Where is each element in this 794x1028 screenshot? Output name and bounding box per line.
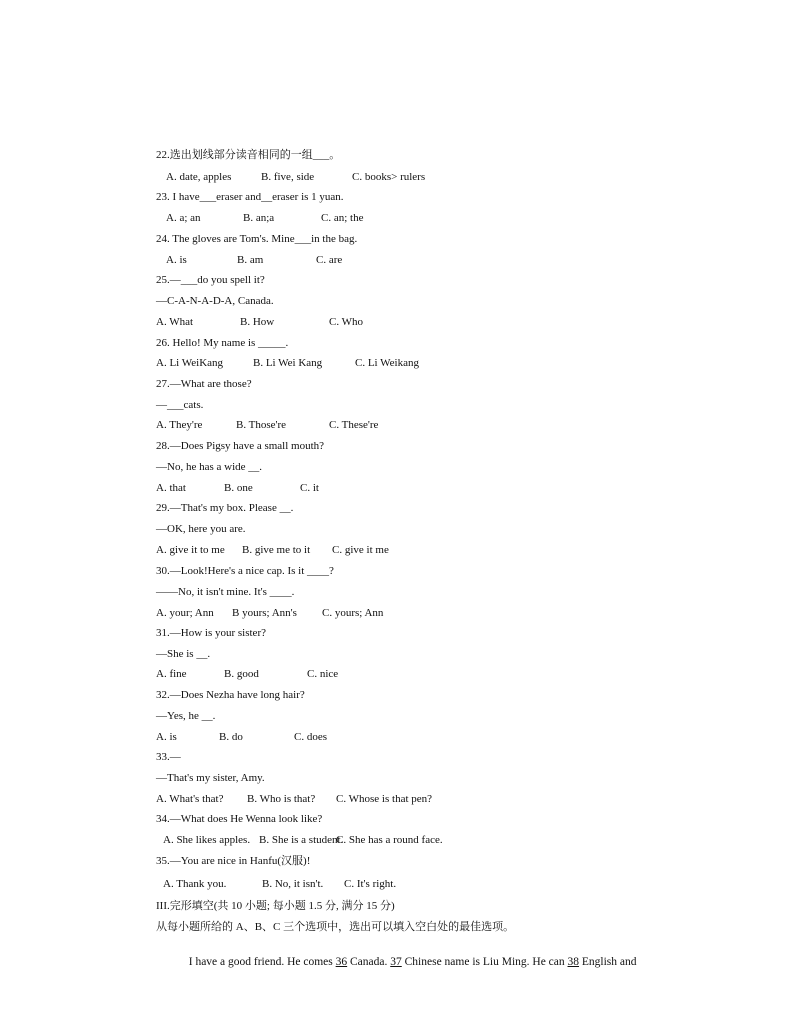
blank-36: 36 — [335, 956, 348, 968]
q23-prompt-line-1: 23. I have___eraser and__eraser is 1 yuan. — [156, 191, 344, 203]
q29-prompt-line-2: —OK, here you are. — [156, 523, 246, 535]
q27-prompt-line-2: —___cats. — [156, 399, 204, 411]
q33-prompt-line-1: 33.— — [156, 751, 181, 763]
q25-option-a: A. What — [156, 316, 194, 328]
q32-prompt-line-1: 32.—Does Nezha have long hair? — [156, 689, 305, 701]
q27-prompt-line-1: 27.—What are those? — [156, 378, 252, 390]
q27-option-c: C. These're — [329, 419, 379, 431]
q23-option-c: C. an; the — [321, 212, 364, 224]
q31-option-b: B. good — [224, 668, 259, 680]
q35-option-a: A. Thank you. — [163, 878, 227, 890]
q33-option-b: B. Who is that? — [247, 793, 316, 805]
q28-option-b: B. one — [224, 482, 253, 494]
q34-option-c: C. She has a round face. — [336, 834, 443, 846]
q28-option-c: C. it — [300, 482, 319, 494]
q25-prompt-line-1: 25.—___do you spell it? — [156, 274, 265, 286]
q25-prompt-line-2: —C-A-N-A-D-A, Canada. — [156, 295, 274, 307]
q27-option-b: B. Those're — [236, 419, 287, 431]
q26-option-a: A. Li WeiKang — [156, 357, 224, 369]
q34-option-b: B. She is a student. — [259, 834, 344, 846]
q22-option-b: B. five, side — [261, 171, 315, 183]
q25-option-c: C. Who — [329, 316, 364, 328]
q28-prompt-line-2: —No, he has a wide __. — [156, 461, 263, 473]
q33-option-a: A. What's that? — [156, 793, 224, 805]
q32-option-c: C. does — [294, 731, 327, 743]
section-3-title: III.完形填空(共 10 小题; 每小题 1.5 分, 满分 15 分) — [156, 900, 395, 912]
q22-option-a: A. date, apples — [166, 171, 232, 183]
para-text-3: Chinese name is Liu Ming. He can — [401, 956, 568, 968]
q29-option-a: A. give it to me — [156, 544, 225, 556]
q24-option-c: C. are — [316, 254, 343, 266]
q28-option-a: A. that — [156, 482, 186, 494]
q27-option-a: A. They're — [156, 419, 203, 431]
blank-38: 38 — [567, 956, 580, 968]
q22-option-c: C. books> rulers — [352, 171, 426, 183]
q32-option-a: A. is — [156, 731, 177, 743]
q26-prompt-line-1: 26. Hello! My name is _____. — [156, 337, 289, 349]
q35-prompt-line-1: 35.—You are nice in Hanfu(汉服)! — [156, 855, 311, 867]
cloze-paragraph — [183, 944, 637, 968]
q30-prompt-line-2: ——No, it isn't mine. It's ____. — [156, 586, 295, 598]
section-3-instruction: 从每小题所给的 A、B、C 三个选项中，选出可以填入空白处的最佳选项。 — [156, 921, 515, 933]
blank-37: 37 — [390, 956, 402, 968]
q31-option-a: A. fine — [156, 668, 187, 680]
q34-option-a: A. She likes apples. — [163, 834, 251, 846]
q29-option-c: C. give it me — [332, 544, 389, 556]
q32-prompt-line-2: —Yes, he __. — [156, 710, 216, 722]
q31-option-c: C. nice — [307, 668, 339, 680]
q29-option-b: B. give me to it — [242, 544, 311, 556]
q35-option-c: C. It's right. — [344, 878, 397, 890]
q29-prompt-line-1: 29.—That's my box. Please __. — [156, 502, 294, 514]
q35-option-b: B. No, it isn't. — [262, 878, 324, 890]
q25-option-b: B. How — [240, 316, 275, 328]
q32-option-b: B. do — [219, 731, 243, 743]
q30-option-a: A. your; Ann — [156, 607, 214, 619]
para-text-2: Canada. — [347, 956, 391, 968]
para-text-4: English and — [579, 956, 637, 968]
q23-option-b: B. an;a — [243, 212, 275, 224]
q26-option-b: B. Li Wei Kang — [253, 357, 323, 369]
q26-option-c: C. Li Weikang — [355, 357, 419, 369]
q24-prompt-line-1: 24. The gloves are Tom's. Mine___in the bag. — [156, 233, 358, 245]
para-text-1: I have a good friend. He comes — [188, 956, 336, 968]
q24-option-a: A. is — [166, 254, 187, 266]
q33-prompt-line-2: —That's my sister, Amy. — [156, 772, 265, 784]
q24-option-b: B. am — [237, 254, 264, 266]
q31-prompt-line-2: —She is __. — [156, 648, 211, 660]
q30-option-c: C. yours; Ann — [322, 607, 384, 619]
q30-option-b: B yours; Ann's — [232, 607, 297, 619]
q22-prompt-line-1: 22.选出划线部分读音相同的一组___。 — [156, 149, 341, 161]
q23-option-a: A. a; an — [166, 212, 201, 224]
q33-option-c: C. Whose is that pen? — [336, 793, 433, 805]
q28-prompt-line-1: 28.—Does Pigsy have a small mouth? — [156, 440, 325, 452]
q30-prompt-line-1: 30.—Look!Here's a nice cap. Is it ____? — [156, 565, 334, 577]
q31-prompt-line-1: 31.—How is your sister? — [156, 627, 266, 639]
q34-prompt-line-1: 34.—What does He Wenna look like? — [156, 813, 323, 825]
